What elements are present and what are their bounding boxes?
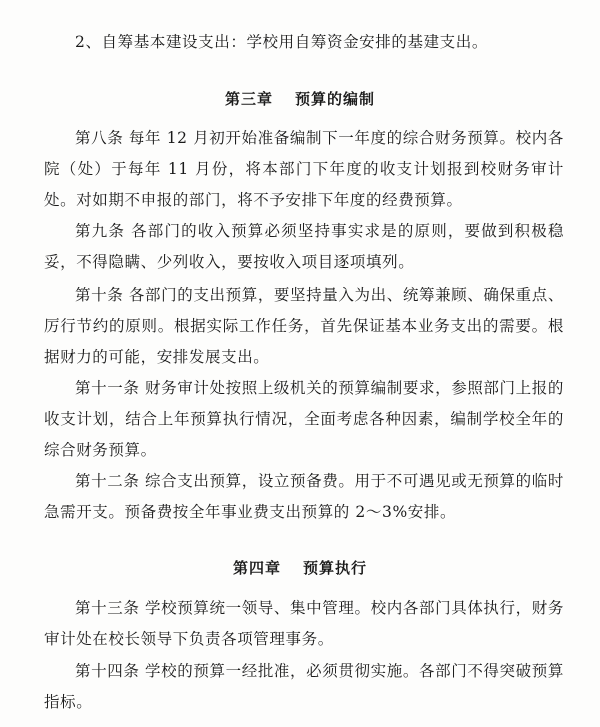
chapter-3-heading (0, 88, 600, 109)
item-self-raised-capital-expenditure: 2、自筹基本建设支出：学校用自筹资金安排的基建支出。 (75, 33, 488, 51)
article-11-paragraph: 第十一条 财务审计处按照上级机关的预算编制要求，参照部门上报的收支计划，结合上年预算执行情况，全面考虑各种因素，编制学校全年的综合财务预算。 (44, 379, 564, 459)
article-12-paragraph: 第十二条 综合支出预算，设立预备费。用于不可遇见或无预算的临时急需开支。预备费按全年事业费支出预算的 2～3%安排。 (44, 472, 564, 521)
chapter-3-title: 预算的编制 (295, 90, 376, 108)
article-8-paragraph: 第八条 每年 12 月初开始准备编制下一年度的综合财务预算。校内各院（处）于每年 11 月份，将本部门下年度的收支计划报到校财务审计处。对如期不申报的部门，将不予安排下年度的经费预算。 (44, 129, 564, 209)
article-10-paragraph: 第十条 各部门的支出预算，要坚持量入为出、统筹兼顾、确保重点、厉行节约的原则。根据实际工作任务，首先保证基本业务支出的需要。根据财力的可能，安排发展支出。 (44, 286, 564, 366)
article-9-paragraph: 第九条 各部门的收入预算必须坚持事实求是的原则，要做到积极稳妥，不得隐瞒、少列收入，要按收入项目逐项填列。 (44, 222, 564, 271)
article-14-paragraph: 第十四条 学校的预算一经批准，必须贯彻实施。各部门不得突破预算指标。 (44, 662, 564, 711)
chapter-4-heading (0, 557, 600, 578)
chapter-4-number: 第四章 (232, 559, 281, 577)
chapter-4-title: 预算执行 (303, 559, 368, 577)
article-13-paragraph: 第十三条 学校预算统一领导、集中管理。校内各部门具体执行，财务审计处在校长领导下负责各项管理事务。 (44, 599, 564, 648)
chapter-3-number: 第三章 (224, 90, 273, 108)
